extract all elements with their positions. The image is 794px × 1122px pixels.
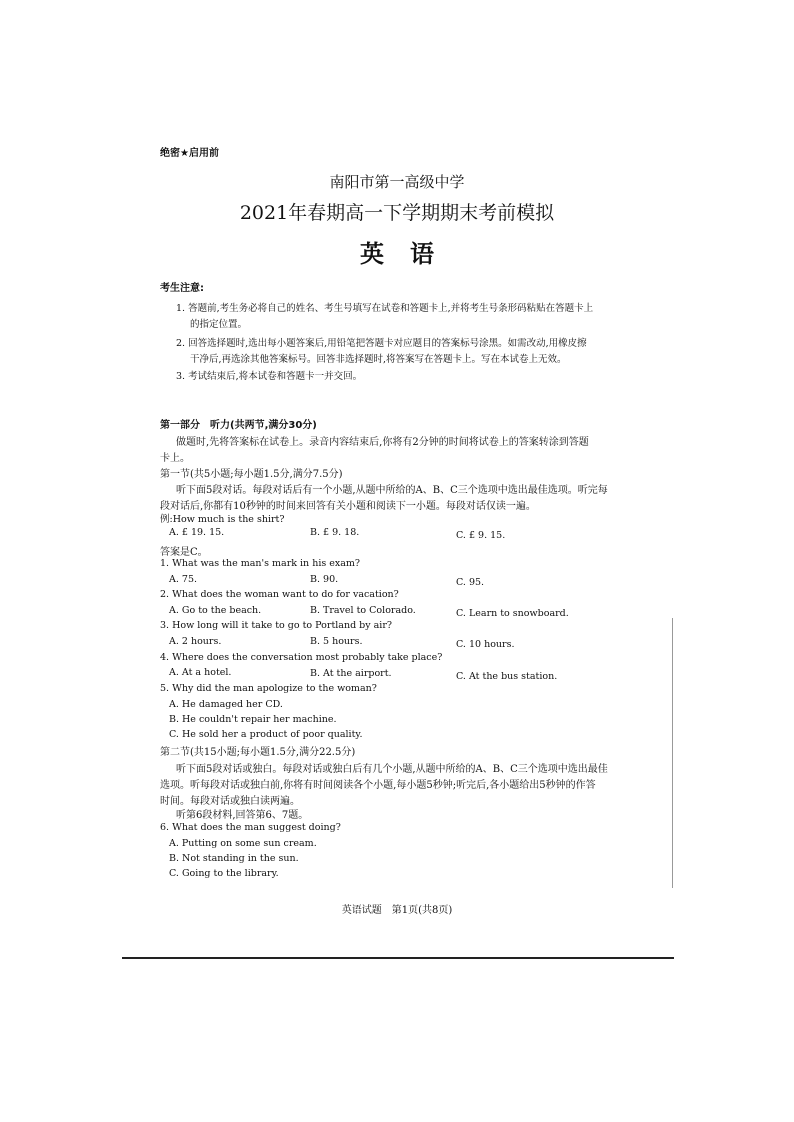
notice-line: 1. 答题前,考生务必将自己的姓名、考生号填写在试卷和答题卡上,并将考生号条形码粘贴在答题卡上 (176, 303, 594, 314)
exam-title: 2021年春期高一下学期期末考前模拟 (239, 202, 555, 224)
section2-title: 第二节(共15小题;每小题1.5分,满分22.5分) (160, 747, 356, 758)
question-5-option-b: B. He couldn't repair her machine. (169, 714, 337, 725)
confidential-mark: 绝密★启用前 (160, 148, 219, 159)
question-2-option-c: C. Learn to snowboard. (456, 608, 569, 619)
question-5-option-c: C. He sold her a product of poor quality. (169, 729, 363, 740)
question-3-option-b: B. 5 hours. (310, 636, 363, 647)
page-footer: 英语试题 第1页(共8页) (341, 905, 453, 916)
section1-instructions: 听下面5段对话。每段对话后有一个小题,从题中所给的A、B、C三个选项中选出最佳选项。听完每 (176, 485, 608, 496)
notice-title: 考生注意: (160, 283, 204, 294)
section2-instructions: 时间。每段对话或独白读两遍。 (160, 796, 300, 807)
question-1: 1. What was the man's mark in his exam? (160, 558, 360, 569)
question-3: 3. How long will it take to go to Portland by air? (160, 620, 392, 631)
question-3-option-a: A. 2 hours. (169, 636, 222, 647)
notice-line: 干净后,再选涂其他答案标号。回答非选择题时,将答案写在答题卡上。写在本试卷上无效。 (190, 354, 567, 365)
page-bottom-rule (122, 957, 674, 959)
notice-line: 的指定位置。 (190, 319, 248, 330)
question-5-option-a: A. He damaged her CD. (169, 699, 283, 710)
question-1-option-c: C. 95. (456, 577, 485, 588)
notice-line: 3. 考试结束后,将本试卷和答题卡一并交回。 (176, 371, 363, 382)
question-2: 2. What does the woman want to do for vacation? (160, 589, 399, 600)
section1-title: 第一节(共5小题;每小题1.5分,满分7.5分) (160, 469, 343, 480)
example-answer: 答案是C。 (160, 547, 208, 558)
question-1-option-b: B. 90. (310, 574, 339, 585)
question-4-option-b: B. At the airport. (310, 668, 392, 679)
question-6-option-a: A. Putting on some sun cream. (169, 838, 317, 849)
example-question: 例:How much is the shirt? (160, 514, 285, 525)
part1-title: 第一部分 听力(共两节,满分30分) (160, 420, 317, 431)
subject-title: 英语 (360, 240, 460, 268)
section2-material-note: 听第6段材料,回答第6、7题。 (176, 810, 309, 821)
example-option-c: C. £ 9. 15. (456, 530, 506, 541)
question-4-option-c: C. At the bus station. (456, 671, 558, 682)
part1-intro: 做题时,先将答案标在试卷上。录音内容结束后,你将有2分钟的时间将试卷上的答案转涂到答题 (176, 437, 589, 448)
school-name: 南阳市第一高级中学 (329, 173, 465, 191)
question-6: 6. What does the man suggest doing? (160, 822, 341, 833)
question-1-option-a: A. 75. (169, 574, 198, 585)
example-option-b: B. £ 9. 18. (310, 527, 360, 538)
question-3-option-c: C. 10 hours. (456, 639, 515, 650)
section2-instructions: 听下面5段对话或独白。每段对话或独白后有几个小题,从题中所给的A、B、C三个选项中选出最佳 (176, 764, 608, 775)
question-4: 4. Where does the conversation most probably take place? (160, 652, 443, 663)
example-option-a: A. £ 19. 15. (169, 527, 225, 538)
section2-instructions: 选项。听每段对话或独白前,你将有时间阅读各个小题,每小题5秒钟;听完后,各小题给出5秒钟的作答 (160, 780, 596, 791)
question-5: 5. Why did the man apologize to the woman? (160, 683, 377, 694)
question-6-option-c: C. Going to the library. (169, 868, 279, 879)
part1-intro: 卡上。 (160, 453, 190, 464)
question-2-option-a: A. Go to the beach. (169, 605, 262, 616)
question-6-option-b: B. Not standing in the sun. (169, 853, 299, 864)
scan-edge-line (672, 618, 673, 888)
question-4-option-a: A. At a hotel. (169, 667, 232, 678)
section1-instructions: 段对话后,你都有10秒钟的时间来回答有关小题和阅读下一小题。每段对话仅读一遍。 (160, 501, 536, 512)
notice-line: 2. 回答选择题时,选出每小题答案后,用铅笔把答题卡对应题目的答案标号涂黑。如需改动,用橡皮擦 (176, 338, 587, 349)
question-2-option-b: B. Travel to Colorado. (310, 605, 416, 616)
